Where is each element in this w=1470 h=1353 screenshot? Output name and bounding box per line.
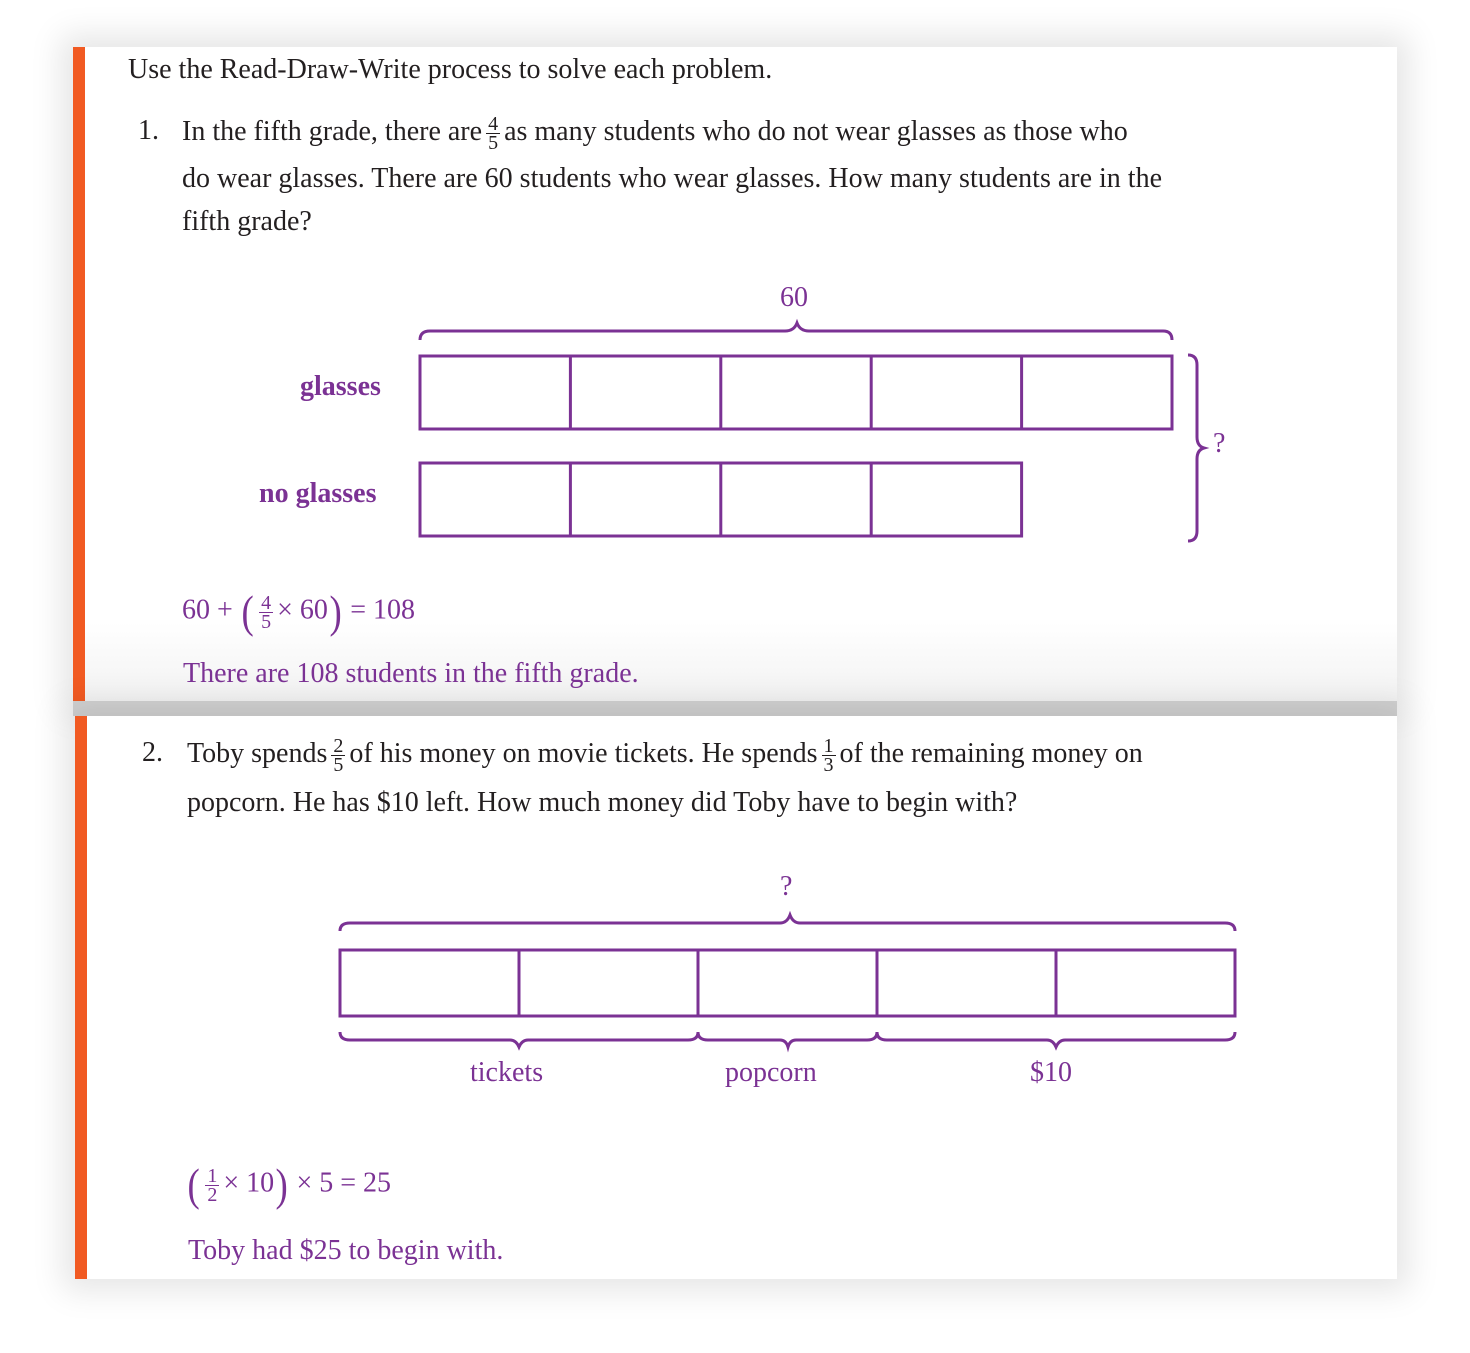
row-label-glasses: glasses <box>300 371 381 402</box>
problem-2-line-2: popcorn. He has $10 left. How much money did Toby have to begin with? <box>187 787 1018 818</box>
problem-1-line-3: fifth grade? <box>182 206 312 237</box>
fraction: $\frac{1}{2}$ <box>207 1164 218 1206</box>
fraction: $\frac{4}{5}$ <box>261 591 272 633</box>
problem-1-equation: 60 + ( $\frac{4}{5}$ × 60) = 108 <box>182 586 416 637</box>
fraction: $\frac{2}{5}$ <box>333 735 344 776</box>
total-question-mark: ? <box>1213 428 1226 459</box>
tape-top-label: 60 <box>780 282 808 313</box>
problem-1-line-1: In the fifth grade, there are $\frac{4}{5}$ as many students who do not wear glasses as those who <box>182 113 1128 154</box>
problem-1-answer: There are 108 students in the fifth grade. <box>183 658 639 689</box>
row-label-no-glasses: no glasses <box>259 478 377 509</box>
instructions: Use the Read-Draw-Write process to solve each problem. <box>128 54 773 85</box>
fraction: $\frac{1}{3}$ <box>823 735 834 776</box>
problem-1-line-2: do wear glasses. There are 60 students who wear glasses. How many students are in the <box>182 163 1162 194</box>
fraction: $\frac{4}{5}$ <box>488 113 499 154</box>
problem-1-number: 1. <box>138 115 159 146</box>
problem-2-line-1: Toby spends $\frac{2}{5}$ of his money on movie tickets. He spends $\frac{1}{3}$ of the remaining money on <box>187 735 1143 776</box>
tape-top-label: ? <box>780 871 793 902</box>
problem-2-equation: ( $\frac{1}{2}$ × 10) × 5 = 25 <box>187 1159 392 1210</box>
segment-label-tickets: tickets <box>470 1057 544 1088</box>
segment-label-remaining: $10 <box>1030 1057 1072 1088</box>
problem-2-answer: Toby had $25 to begin with. <box>188 1235 504 1266</box>
segment-label-popcorn: popcorn <box>725 1057 817 1088</box>
problem-2-number: 2. <box>142 737 163 768</box>
